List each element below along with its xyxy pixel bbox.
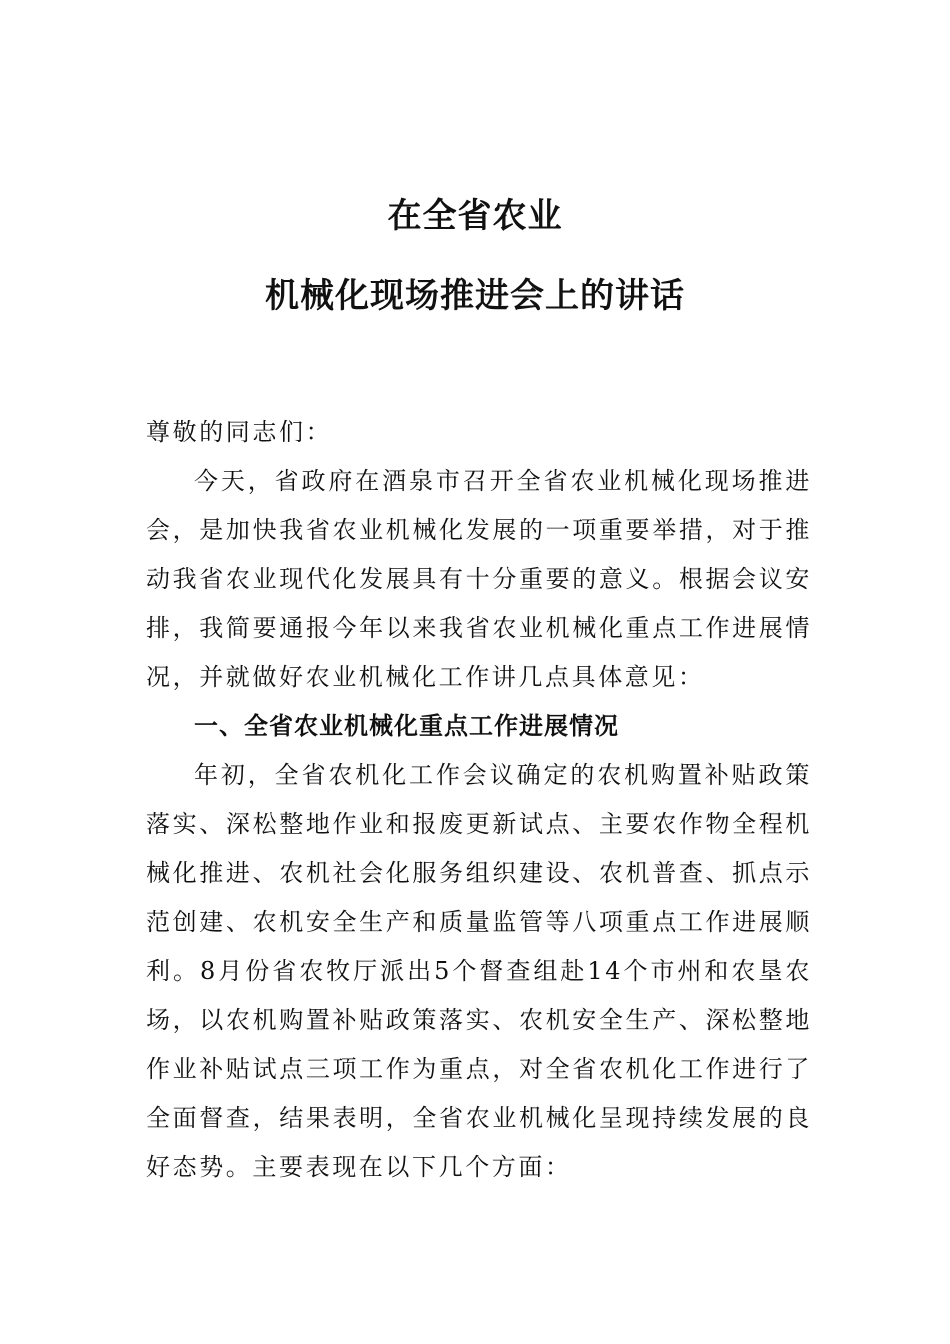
paragraph-intro: 今天，省政府在酒泉市召开全省农业机械化现场推进会，是加快我省农业机械化发展的一项重要举措，对于推动我省农业现代化发展具有十分重要的意义。根据会议安排，我简要通报今年以来我省农业机械化重点工作进展情况，并就做好农业机械化工作讲几点具体意见： [146, 467, 812, 691]
title-line-2: 机械化现场推进会上的讲话 [265, 276, 685, 316]
document-title [0, 195, 950, 317]
section-heading-1: 一、全省农业机械化重点工作进展情况 [194, 712, 619, 740]
document-body [146, 408, 812, 1192]
title-line-1: 在全省农业 [387, 196, 563, 236]
salutation: 尊敬的同志们： [146, 418, 333, 446]
paragraph-progress: 年初，全省农机化工作会议确定的农机购置补贴政策落实、深松整地作业和报废更新试点、主要农作物全程机械化推进、农机社会化服务组织建设、农机普查、抓点示范创建、农机安全生产和质量监管等八项重点工作进展顺利。8月份省农牧厅派出5个督查组赴14个市州和农垦农场，以农机购置补贴政策落实、农机安全生产、深松整地作业补贴试点三项工作为重点，对全省农机化工作进行了全面督查，结果表明，全省农业机械化呈现持续发展的良好态势。主要表现在以下几个方面： [146, 761, 812, 1181]
